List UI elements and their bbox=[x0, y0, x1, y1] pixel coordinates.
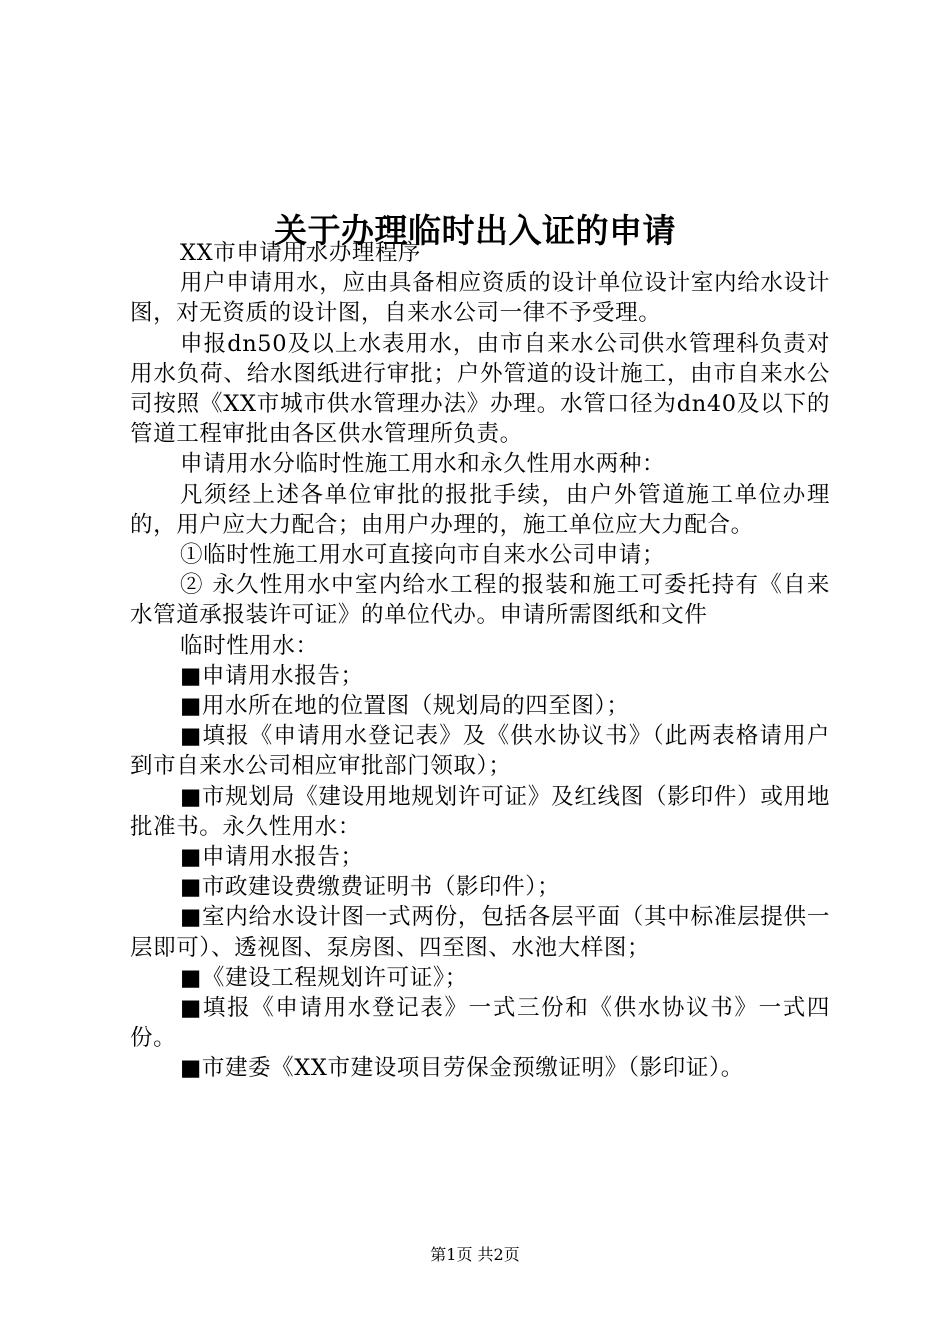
paragraph: ② 永久性用水中室内给水工程的报装和施工可委托持有《自来水管道承报装许可证》的单位代办。申请所需图纸和文件 bbox=[130, 572, 830, 629]
list-item: ■市规划局《建设用地规划许可证》及红线图（影印件）或用地批准书。永久性用水： bbox=[130, 783, 830, 840]
list-item: ■用水所在地的位置图（规划局的四至图）； bbox=[180, 693, 630, 720]
list-item: ■市建委《XX市建设项目劳保金预缴证明》（影印证）。 bbox=[180, 1055, 744, 1082]
paragraph: 申请用水分临时性施工用水和永久性用水两种： bbox=[180, 451, 666, 478]
list-item: ■申请用水报告； bbox=[180, 844, 364, 871]
list-item: ■《建设工程规划许可证》； bbox=[180, 964, 468, 991]
page-footer: 第1页 共2页 bbox=[430, 1245, 520, 1264]
list-item: ■申请用水报告； bbox=[180, 662, 364, 689]
list-item: ■室内给水设计图一式两份，包括各层平面（其中标准层提供一层即可）、透视图、泵房图、四至图、水池大样图； bbox=[130, 904, 830, 961]
paragraph: 用户申请用水，应由具备相应资质的设计单位设计室内给水设计图，对无资质的设计图，自来水公司一律不予受理。 bbox=[130, 270, 830, 327]
paragraph: 临时性用水： bbox=[180, 632, 319, 659]
paragraph: 凡须经上述各单位审批的报批手续，由户外管道施工单位办理的，用户应大力配合；由用户办理的，施工单位应大力配合。 bbox=[130, 481, 830, 538]
paragraph: XX市申请用水办理程序 bbox=[180, 240, 422, 266]
list-item: ■市政建设费缴费证明书（影印件）； bbox=[180, 874, 561, 901]
document-title: 关于办理临时出入证的申请 bbox=[274, 211, 676, 251]
list-item: ■填报《申请用水登记表》及《供水协议书》（此两表格请用户到市自来水公司相应审批部门领取）； bbox=[130, 723, 830, 780]
document-body bbox=[130, 238, 830, 1084]
list-item: ■填报《申请用水登记表》一式三份和《供水协议书》一式四份。 bbox=[130, 995, 830, 1052]
paragraph: ①临时性施工用水可直接向市自来水公司申请； bbox=[180, 542, 666, 569]
paragraph: 申报dn50及以上水表用水，由市自来水公司供水管理科负责对用水负荷、给水图纸进行审批；户外管道的设计施工，由市自来水公司按照《XX市城市供水管理办法》办理。水管口径为dn40及以下的管道工程审批由各区供水管理所负责。 bbox=[130, 330, 830, 448]
